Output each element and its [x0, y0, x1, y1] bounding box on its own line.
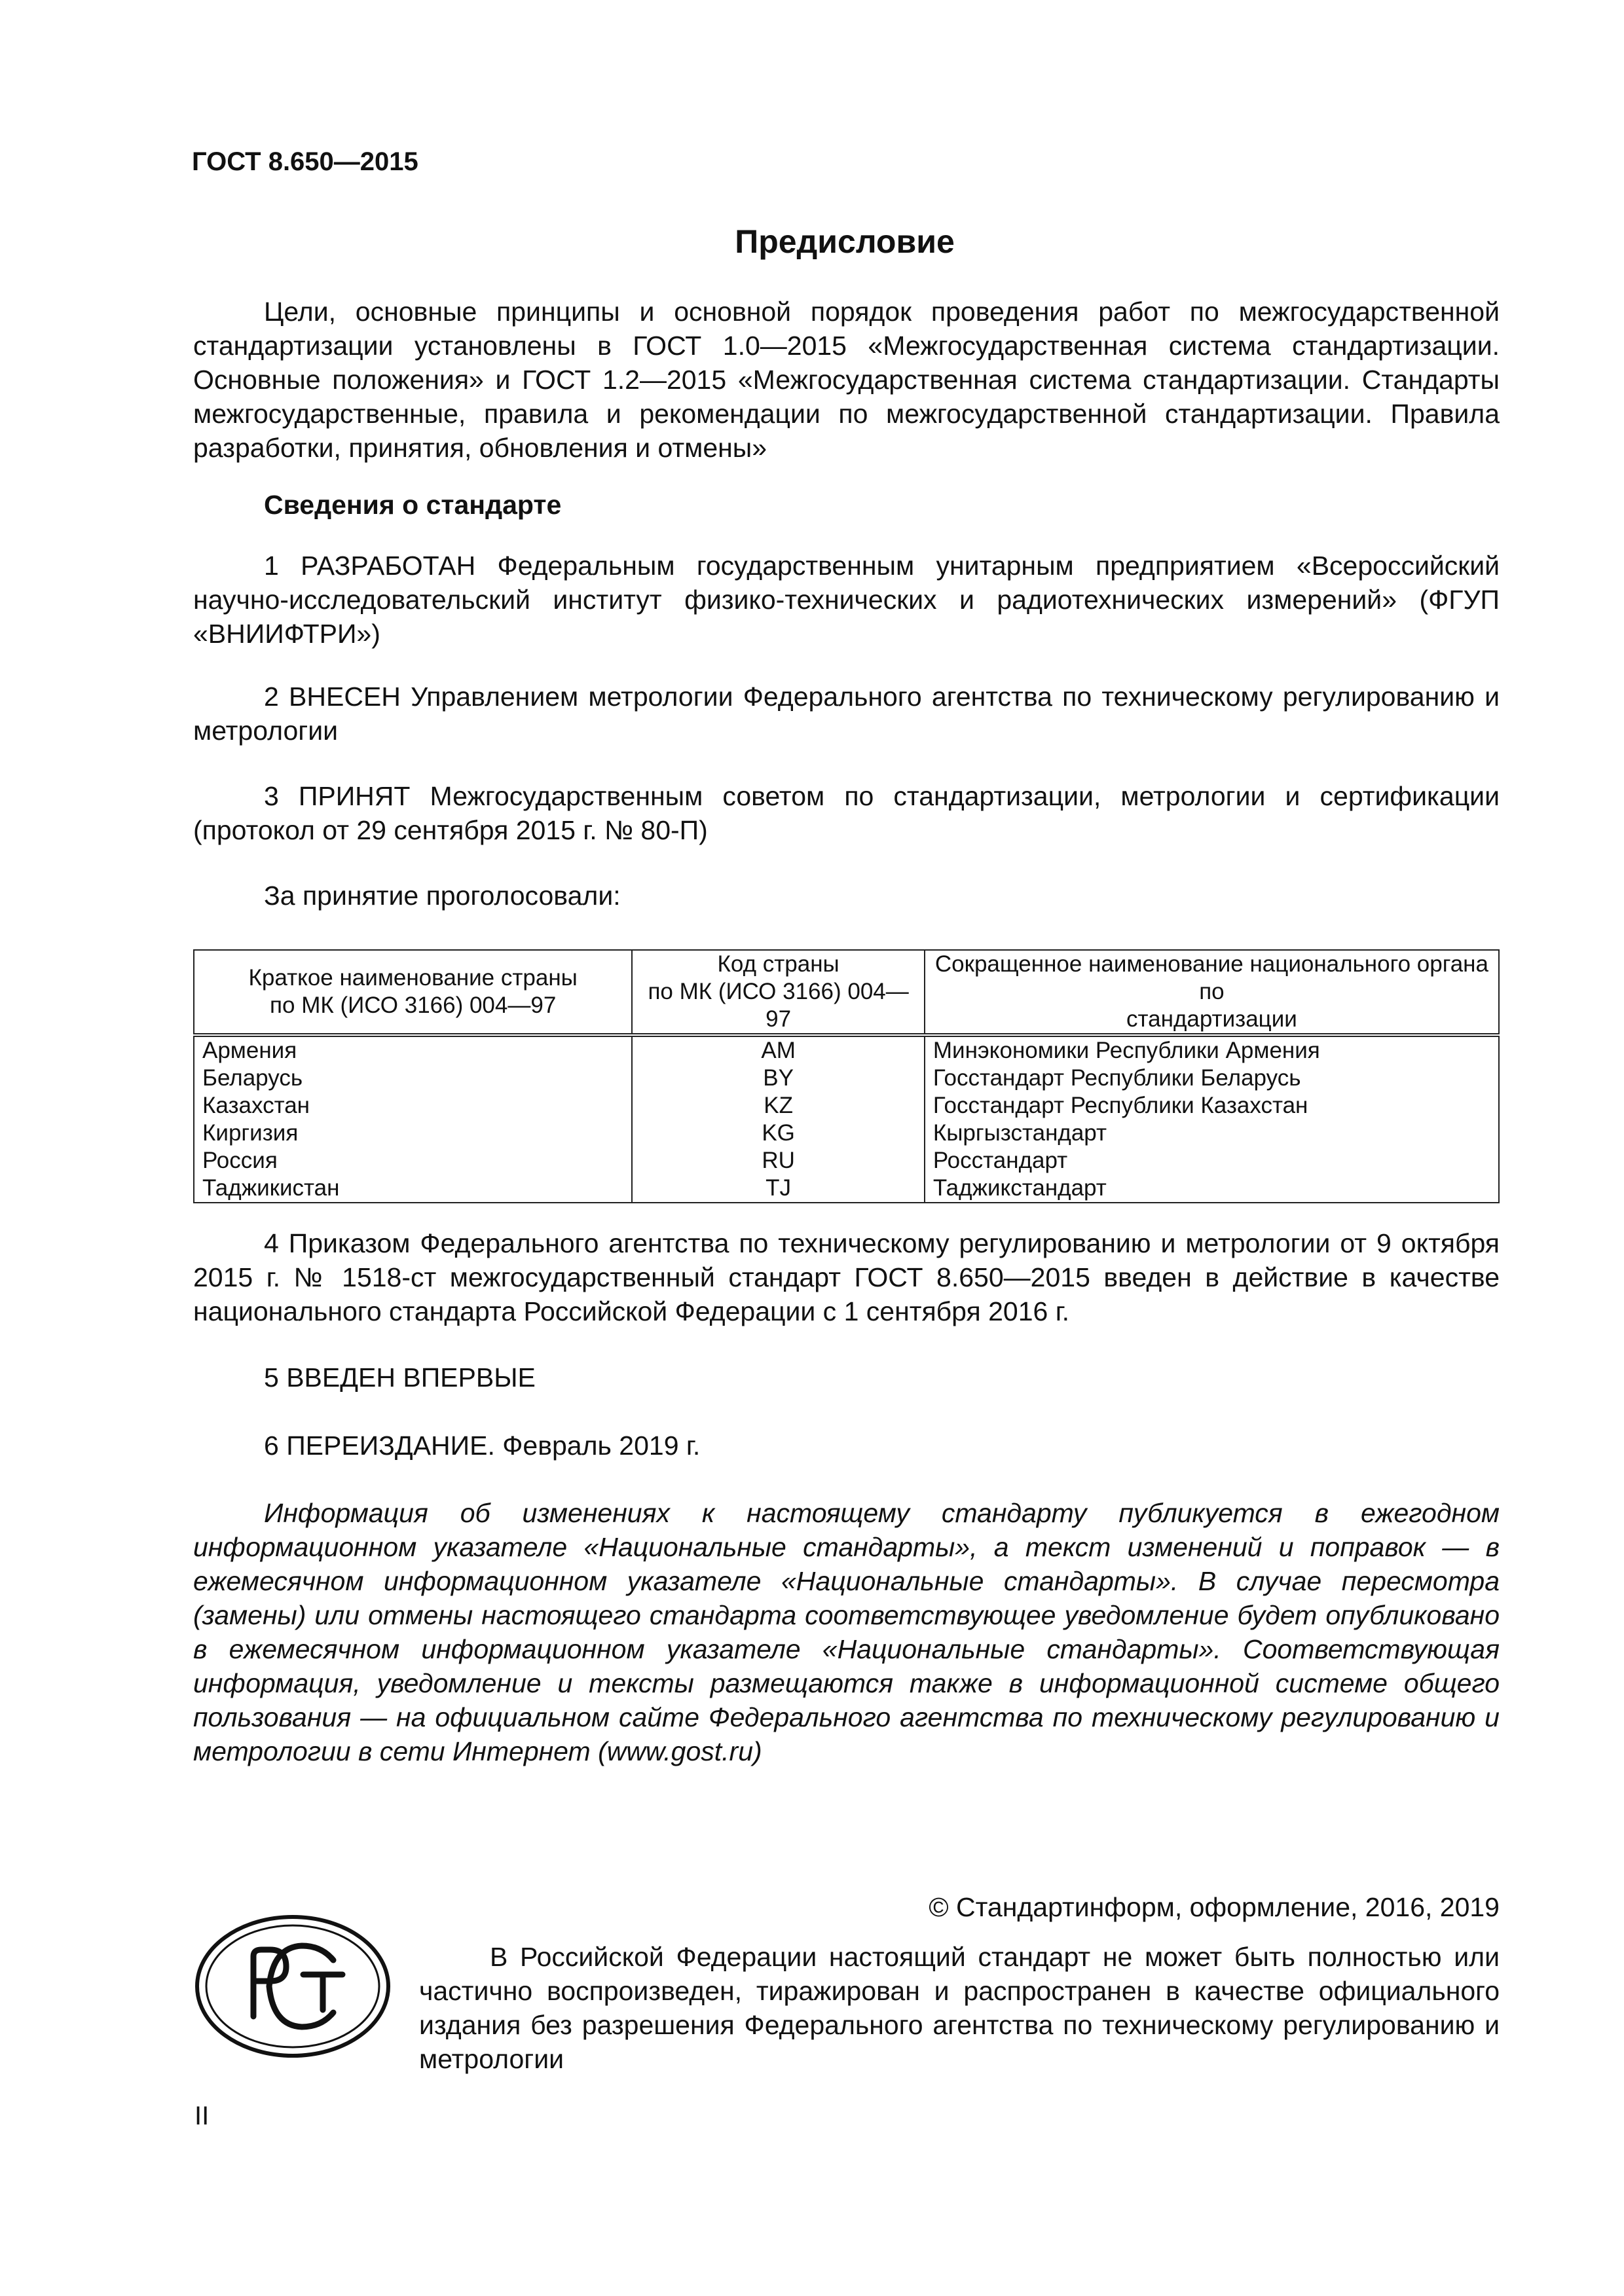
header-standards-body: [925, 950, 1499, 1035]
item-reissue: 6 ПЕРЕИЗДАНИЕ. Февраль 2019 г.: [264, 1430, 701, 1461]
item-adopted: 3 ПРИНЯТ Межгосударственным советом по стандартизации, метрологии и сертификации (протокол от 29 сентября 2015 г. № 80-П): [193, 781, 1500, 845]
header-line: Сокращенное наименование национального органа по: [934, 951, 1488, 1004]
item-first-introduced: 5 ВВЕДЕН ВПЕРВЫЕ: [264, 1362, 536, 1393]
logo-letter-t: [303, 1975, 342, 2010]
country-name-cell: Россия: [194, 1147, 632, 1175]
document-code: ГОСТ 8.650—2015: [192, 147, 418, 176]
table-row: [194, 1065, 1499, 1092]
header-line: Краткое наименование страны: [248, 965, 578, 991]
country-code-cell: AM: [632, 1035, 925, 1065]
table-row: [194, 1092, 1499, 1120]
table-row: [194, 1175, 1499, 1203]
voting-states-table: [193, 949, 1500, 1203]
header-line: стандартизации: [1126, 1006, 1297, 1032]
changes-info-paragraph: Информация об изменениях к настоящему стандарту публикуется в ежегодном информационном указателе «Национальные стандарты», а текст изменений и поправок — в ежемесячном информационном указателе «Национальные стандарты». В случае пересмотра (замены) или отмены настоящего стандарта соответствующее уведомление будет опубликовано в ежемесячном информационном указателе «Национальные стандарты». Соответствующая информация, уведомление и тексты размещаются также в информационной системе общего пользования — на официальном сайте Федерального агентства по техническому регулированию и метрологии в сети Интернет (www.gost.ru): [193, 1498, 1500, 1766]
country-name-cell: Армения: [194, 1035, 632, 1065]
table-row: [194, 1120, 1499, 1147]
table-row: [194, 1147, 1499, 1175]
standards-body-cell: Кыргызстандарт: [925, 1120, 1499, 1147]
header-line: по МК (ИСО 3166) 004—97: [648, 979, 909, 1032]
country-name-cell: Киргизия: [194, 1120, 632, 1147]
logo-inner-ring: [206, 1925, 379, 2047]
section-heading: Сведения о стандарте: [264, 490, 562, 520]
page-number: II: [194, 2102, 210, 2130]
country-code-cell: BY: [632, 1065, 925, 1092]
table-row: [194, 1035, 1499, 1065]
intro-paragraph: Цели, основные принципы и основной порядок проведения работ по межгосударственной стандартизации установлены в ГОСТ 1.0—2015 «Межгосударственная система стандартизации. Основные положения» и ГОСТ 1.2—2015 «Межгосударственная система стандартизации. Стандарты межгосударственные, правила и рекомендации по межгосударственной стандартизации. Правила разработки, принятия, обновления и отмены»: [193, 297, 1500, 463]
item-developed: 1 РАЗРАБОТАН Федеральным государственным унитарным предприятием «Всероссийский научно-исследовательский институт физико-технических и радиотехнических измерений» (ФГУП «ВНИИФТРИ»): [193, 551, 1500, 649]
header-line: по МК (ИСО 3166) 004—97: [270, 993, 557, 1018]
standards-body-cell: Таджикстандарт: [925, 1175, 1499, 1203]
standards-body-cell: Госстандарт Республики Беларусь: [925, 1065, 1499, 1092]
header-country-code: [632, 950, 925, 1035]
table-header-row: [194, 950, 1499, 1035]
country-code-cell: KZ: [632, 1092, 925, 1120]
country-name-cell: Таджикистан: [194, 1175, 632, 1203]
copyright-line: © Стандартинформ, оформление, 2016, 2019: [929, 1892, 1500, 1922]
logo-outer-ring: [197, 1917, 388, 2056]
country-code-cell: TJ: [632, 1175, 925, 1203]
gost-r-logo: [193, 1913, 393, 2060]
standards-body-cell: Минэкономики Республики Армения: [925, 1035, 1499, 1065]
country-name-cell: Беларусь: [194, 1065, 632, 1092]
reproduction-notice: В Российской Федерации настоящий стандарт не может быть полностью или частично воспроизведен, тиражирован и распространен в качестве официального издания без разрешения Федерального агентства по техническому регулированию и метрологии: [419, 1942, 1500, 2074]
item-submitted: 2 ВНЕСЕН Управлением метрологии Федерального агентства по техническому регулированию и метрологии: [193, 682, 1500, 746]
country-code-cell: RU: [632, 1147, 925, 1175]
vote-intro: За принятие проголосовали:: [264, 881, 621, 911]
item-enacted: 4 Приказом Федерального агентства по техническому регулированию и метрологии от 9 октября 2015 г. № 1518-ст межгосударственный стандарт ГОСТ 8.650—2015 введен в действие в качестве национального стандарта Российской Федерации с 1 сентября 2016 г.: [193, 1228, 1500, 1326]
page-title: Предисловие: [735, 223, 955, 260]
country-name-cell: Казахстан: [194, 1092, 632, 1120]
standards-body-cell: Росстандарт: [925, 1147, 1499, 1175]
header-country-name: [194, 950, 632, 1035]
standards-body-cell: Госстандарт Республики Казахстан: [925, 1092, 1499, 1120]
header-line: Код страны: [717, 951, 840, 977]
country-code-cell: KG: [632, 1120, 925, 1147]
